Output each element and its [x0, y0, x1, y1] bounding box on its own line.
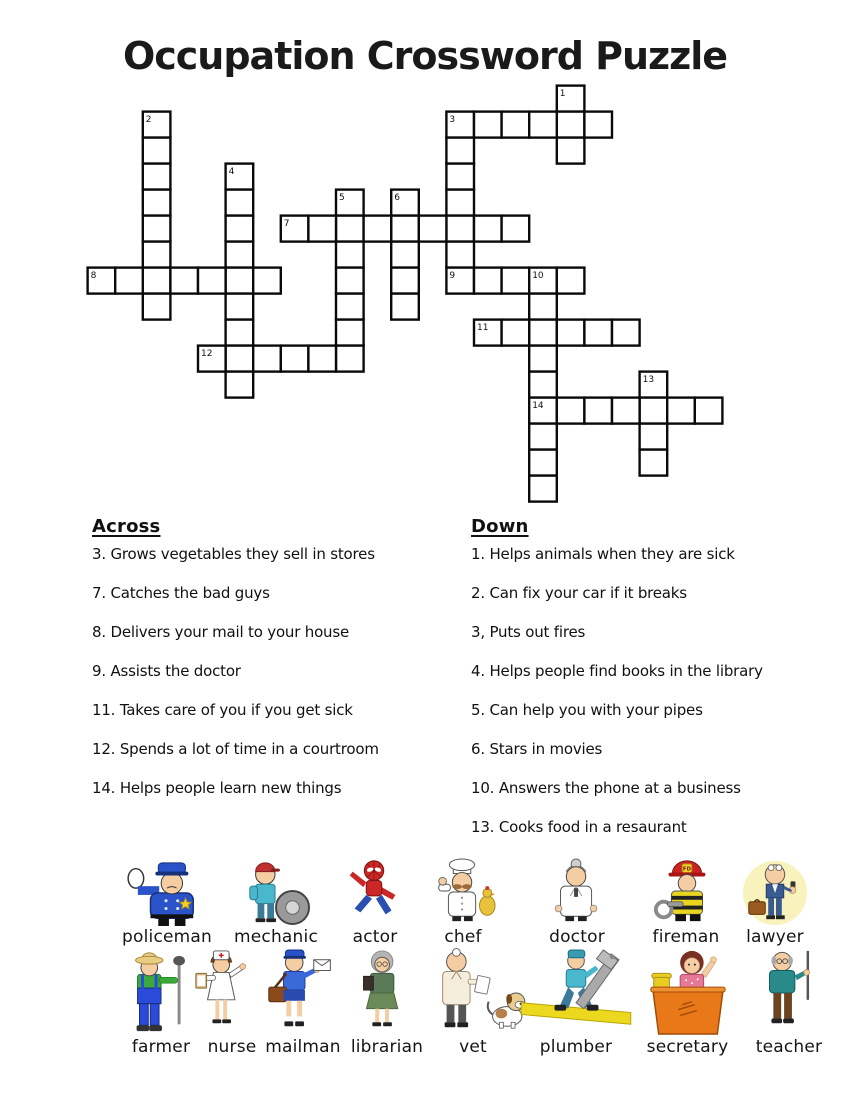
figure-label: librarian: [350, 1037, 424, 1057]
figure-label: mechanic: [233, 927, 318, 947]
grid-cell: [446, 242, 474, 268]
down-heading: Down: [471, 516, 529, 537]
lawyer-icon: [730, 858, 820, 926]
grid-cell: [502, 112, 530, 138]
grid-cell-number: 12: [201, 349, 213, 360]
secretary-icon: [640, 948, 735, 1036]
grid-cell: [308, 216, 336, 242]
figure-label: doctor: [549, 927, 605, 947]
grid-cell-number: 2: [145, 115, 152, 126]
grid-cell: [391, 216, 419, 242]
grid-cell: [336, 294, 364, 320]
clue-item: 7. Catches the bad guys: [92, 584, 270, 602]
figure-label: farmer: [131, 1037, 191, 1057]
grid-cell: [253, 268, 281, 294]
plumber-icon: [516, 948, 636, 1036]
grid-cell: [143, 294, 171, 320]
clue-item: 8. Delivers your mail to your house: [92, 623, 350, 641]
grid-cell: [226, 268, 254, 294]
clue-item: 3. Grows vegetables they sell in stores: [92, 545, 375, 563]
grid-cell: [143, 190, 171, 216]
grid-cell-number: 9: [449, 271, 456, 282]
grid-cell: [640, 450, 668, 476]
grid-cell: [336, 346, 364, 372]
clue-item: 2. Can fix your car if it breaks: [471, 584, 687, 602]
grid-cell: [557, 268, 585, 294]
figure-label: mailman: [265, 1037, 341, 1057]
grid-cell: [529, 346, 557, 372]
grid-cell: [557, 138, 585, 164]
figure-label: lawyer: [746, 927, 804, 947]
chef-icon: [418, 858, 508, 926]
grid-cell: [143, 242, 171, 268]
page-title: Occupation Crossword Puzzle: [122, 34, 728, 78]
figure-doctor: [532, 858, 622, 947]
grid-cell: [557, 112, 585, 138]
clue-item: 12. Spends a lot of time in a courtroom: [92, 740, 379, 758]
grid-cell: [336, 242, 364, 268]
figure-label: actor: [352, 927, 398, 947]
vet-icon: [418, 948, 528, 1036]
grid-cell: [226, 190, 254, 216]
grid-cell: [695, 398, 723, 424]
grid-cell: [419, 216, 447, 242]
grid-cell: [143, 138, 171, 164]
grid-cell: [226, 294, 254, 320]
clue-item: 1. Helps animals when they are sick: [471, 545, 735, 563]
figure-policeman: [122, 858, 212, 947]
grid-cell: [502, 320, 530, 346]
grid-cell: [198, 268, 226, 294]
figure-fireman: [641, 858, 731, 947]
clue-item: 5. Can help you with your pipes: [471, 701, 703, 719]
down-clue-list: [471, 546, 821, 835]
grid-cell: [170, 268, 198, 294]
grid-cell: [446, 138, 474, 164]
grid-cell: [584, 398, 612, 424]
clue-item: 3, Puts out fires: [471, 623, 586, 641]
grid-cell: [557, 398, 585, 424]
clue-item: 6. Stars in movies: [471, 740, 603, 758]
across-clue-list: [92, 546, 442, 796]
grid-cell: [226, 242, 254, 268]
across-clues-section: [92, 516, 442, 819]
grid-cell: [557, 320, 585, 346]
grid-cell: [336, 320, 364, 346]
grid-cell-number: 4: [228, 167, 235, 178]
grid-cell-number: 11: [477, 323, 489, 334]
grid-cell: [143, 164, 171, 190]
grid-cell: [364, 216, 392, 242]
fireman-icon: [641, 858, 731, 926]
grid-cell-number: 13: [642, 375, 655, 386]
figure-label: policeman: [122, 927, 212, 947]
figure-label: chef: [444, 927, 482, 947]
grid-cell: [308, 346, 336, 372]
grid-cell: [502, 268, 530, 294]
clue-item: 9. Assists the doctor: [92, 662, 241, 680]
grid-cell: [474, 216, 502, 242]
figure-label: vet: [459, 1037, 487, 1057]
grid-cell-number: 10: [532, 271, 544, 282]
figure-mechanic: [231, 858, 321, 947]
figure-label: secretary: [646, 1037, 729, 1057]
grid-cell: [529, 372, 557, 398]
grid-cell: [529, 320, 557, 346]
grid-cell: [391, 268, 419, 294]
grid-cell: [281, 346, 309, 372]
grid-cell: [584, 112, 612, 138]
grid-cell: [529, 112, 557, 138]
grid-cell: [143, 268, 171, 294]
actor-spiderman-icon: [330, 858, 420, 926]
grid-cell: [226, 216, 254, 242]
grid-cell-number: 1: [559, 89, 566, 100]
figure-teacher: [744, 948, 834, 1057]
grid-cell: [474, 268, 502, 294]
figure-label: plumber: [539, 1037, 613, 1057]
grid-cell: [612, 398, 640, 424]
figure-label: nurse: [207, 1037, 257, 1057]
grid-cell-number: 14: [532, 401, 544, 412]
grid-cell: [529, 294, 557, 320]
grid-cell: [391, 242, 419, 268]
figure-plumber: [516, 948, 636, 1057]
grid-cell: [584, 320, 612, 346]
grid-cell: [640, 398, 668, 424]
grid-cell-number: 8: [90, 271, 97, 282]
grid-cell: [612, 320, 640, 346]
grid-cell: [667, 398, 695, 424]
grid-cell: [253, 346, 281, 372]
across-heading: Across: [92, 516, 161, 537]
grid-cell: [446, 190, 474, 216]
grid-cell: [529, 424, 557, 450]
grid-cell-number: 3: [449, 115, 456, 126]
grid-cell: [391, 294, 419, 320]
grid-cell-number: 6: [394, 193, 400, 204]
grid-cell: [226, 320, 254, 346]
policeman-icon: [122, 858, 212, 926]
crossword-grid: [86, 84, 728, 505]
figure-vet: [418, 948, 528, 1057]
grid-cell: [529, 476, 557, 502]
mailman-icon: [258, 948, 348, 1036]
figure-chef: [418, 858, 508, 947]
grid-cell: [529, 450, 557, 476]
clue-item: 13. Cooks food in a resaurant: [471, 818, 687, 836]
figure-label: teacher: [755, 1037, 823, 1057]
figure-lawyer: [730, 858, 820, 947]
grid-cell: [336, 268, 364, 294]
grid-cell: [446, 164, 474, 190]
down-clues-section: [471, 516, 821, 858]
grid-cell: [226, 346, 254, 372]
grid-cell: [143, 216, 171, 242]
clue-item: 4. Helps people find books in the library: [471, 662, 763, 680]
grid-cell: [640, 424, 668, 450]
grid-cell: [226, 372, 254, 398]
mechanic-icon: [231, 858, 321, 926]
doctor-icon: [532, 858, 622, 926]
teacher-icon: [744, 948, 834, 1036]
figure-secretary: [640, 948, 735, 1057]
figure-actor: [330, 858, 420, 947]
grid-cell: [115, 268, 143, 294]
grid-cell: [336, 216, 364, 242]
grid-cell-number: 7: [283, 219, 290, 230]
grid-cell: [474, 112, 502, 138]
clue-item: 14. Helps people learn new things: [92, 779, 342, 797]
grid-cell: [446, 216, 474, 242]
figure-label: fireman: [652, 927, 720, 947]
clue-item: 11. Takes care of you if you get sick: [92, 701, 353, 719]
svg-text:FD: FD: [682, 866, 692, 873]
grid-cell-number: 5: [339, 193, 345, 204]
figure-mailman: [258, 948, 348, 1057]
clue-item: 10. Answers the phone at a business: [471, 779, 741, 797]
grid-cell: [502, 216, 530, 242]
